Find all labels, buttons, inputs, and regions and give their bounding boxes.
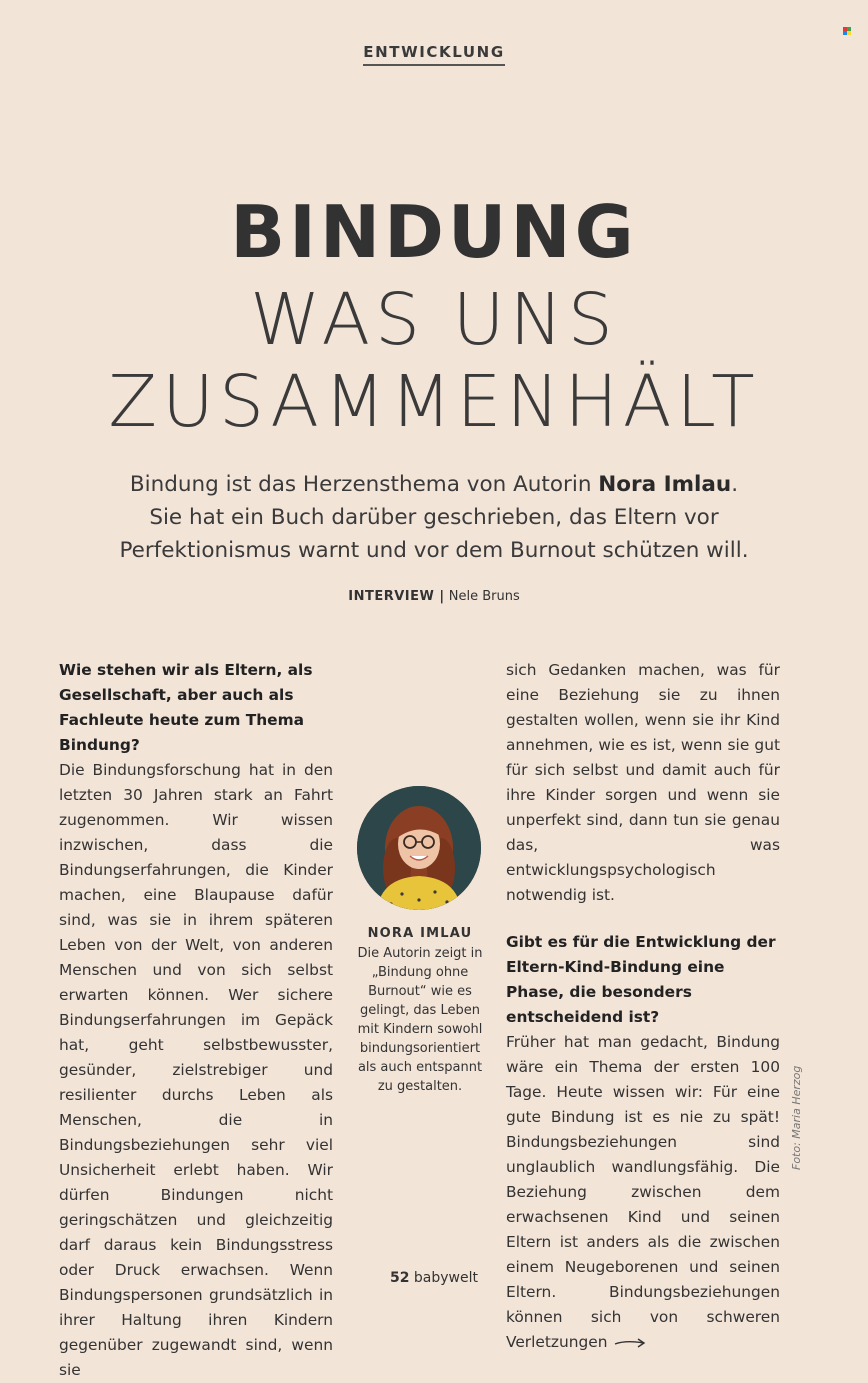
question-1: Wie stehen wir als Eltern, als Gesellschaft, aber auch als Fachleute heute zum Thema Bindung? — [59, 661, 313, 754]
byline — [0, 589, 868, 604]
byline-label: INTERVIEW | — [348, 589, 445, 604]
page-footer — [0, 1270, 868, 1286]
section-label — [0, 42, 868, 66]
question-2: Gibt es für die Entwicklung der Eltern-Kind-Bindung eine Phase, die besonders entscheidend ist? — [506, 933, 776, 1026]
answer-2-text: Früher hat man gedacht, Bindung wäre ein Thema der ersten 100 Tage. Heute wissen wir: Für eine gute Bindung ist es nie zu spät! Bindungsbeziehungen sind unglaublich wandlungsfähig. Die Beziehung zwischen dem erwachsenen Kind und seinen Eltern ist anders als die zwischen einem Neugeborenen und seinen Eltern. Bindungsbeziehungen können sich von schweren Verletzungen — [506, 1033, 780, 1351]
intro-author: Nora Imlau — [598, 472, 732, 497]
intro-text-2: . — [731, 472, 739, 497]
arrow-right-icon — [614, 1337, 646, 1349]
portrait-caption — [350, 924, 490, 1096]
intro-teaser — [70, 468, 798, 567]
portrait-photo — [357, 786, 481, 910]
title-main: BINDUNG — [230, 190, 638, 274]
caption-text: Die Autorin zeigt in „Bindung ohne Burnout“ wie es gelingt, das Leben mit Kindern sowohl bindungsorientiert als auch entspannt zu gestalten. — [357, 946, 483, 1094]
section-label-text: ENTWICKLUNG — [363, 43, 504, 66]
page-number: 52 — [389, 1270, 410, 1286]
title-subline-2: ZUSAMMENHÄLT — [108, 360, 760, 443]
intro-line-2: Sie hat ein Buch darüber geschrieben, das Eltern vor — [149, 505, 719, 530]
answer-2 — [506, 1030, 780, 1355]
author-portrait — [357, 786, 481, 910]
answer-1: Die Bindungsforschung hat in den letzten 30 Jahren stark an Fahrt zugenommen. Wir wissen inzwischen, dass die Bindungserfahrungen, die Kinder machen, eine Blaupause dafür sind, was sie in ihrem späteren Leben von der Welt, von anderen Menschen und von sich selbst erwarten können. Wer sichere Bindungserfahrungen im Gepäck hat, geht selbstbewusster, gesünder, zielstrebiger und resilienter durchs Leben als Menschen, die in Bindungsbeziehungen sehr viel Unsicherheit erlebt haben. Wir dürfen Bindungen nicht geringschätzen und gleichzeitig darf daraus kein Bindungsstress oder Druck erwachsen. Wenn Bindungspersonen grundsätzlich in ihrer Haltung ihren Kindern gegenüber zugewandt sind, wenn sie — [59, 761, 333, 1379]
caption-name: NORA IMLAU — [367, 926, 473, 941]
byline-name: Nele Bruns — [448, 589, 520, 604]
right-column — [506, 658, 780, 1355]
magazine-name: babywelt — [413, 1270, 479, 1286]
intro-line-3: Perfektionismus warnt und vor dem Burnout schützen will. — [119, 538, 749, 563]
color-registration-mark — [843, 27, 851, 35]
intro-text-1: Bindung ist das Herzensthema von Autorin — [129, 472, 599, 497]
title-subline-1: WAS UNS — [250, 278, 618, 361]
answer-1-continuation: sich Gedanken machen, was für eine Beziehung sie zu ihnen gestalten wollen, wenn sie ihr Kind annehmen, wie es ist, wenn sie gut für sich selbst und damit auch für ihre Kinder sorgen und wenn sie unperfekt sind, dann tun sie genau das, was entwicklungspsychologisch notwendig ist. — [506, 661, 780, 904]
photo-credit: Foto: Maria Herzog — [790, 1065, 803, 1170]
